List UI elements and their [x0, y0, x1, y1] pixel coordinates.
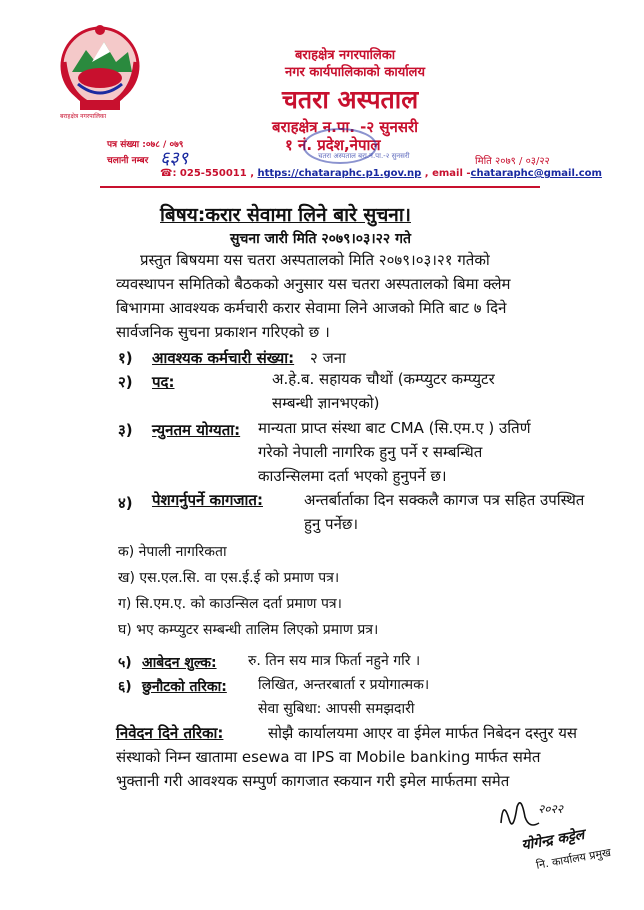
item-label-documents: पेशगर्नुपर्ने कागजात:: [152, 491, 263, 509]
item-value: अन्तर्बार्ताका दिन सक्कलै कागज पत्र सहित उपस्थित: [304, 491, 585, 509]
document-item: क) नेपाली नागरिकता: [118, 544, 227, 560]
item-label-selection: छुनौटको तरिका:: [142, 679, 227, 695]
apply-line: सोझै कार्यालयमा आएर वा ईमेल मार्फत निबेदन दस्तुर यस: [268, 724, 578, 742]
item-number: ४): [118, 494, 133, 512]
contact-line: [160, 168, 602, 179]
emblem-caption: बराहक्षेत्र नगरपालिका: [60, 113, 107, 120]
item-number: ५): [118, 655, 132, 671]
item-value: काउन्सिलमा दर्ता भएको हुनुपर्ने छ।: [258, 467, 447, 485]
item-value: २ जना: [310, 349, 346, 367]
intro-line: प्रस्तुत बिषयमा यस चतरा अस्पतालको मिति २०७९।०३।२१ गतेको: [140, 251, 490, 269]
document-item: ग) सि.एम.ए. को काउन्सिल दर्ता प्रमाण पत्र।: [118, 596, 342, 612]
item-value: सेवा सुबिधा: आपसी समझदारी: [258, 701, 415, 717]
apply-line: संस्थाको निम्न खातामा esewa वा IPS वा Mobile banking मार्फत समेत: [116, 748, 541, 766]
chalani-number: ६३९: [160, 148, 189, 169]
item-value: गरेको नेपाली नागरिक हुनु पर्ने र सम्बन्धित: [258, 443, 483, 461]
item-number: ३): [118, 421, 133, 439]
apply-line: भुक्तानी गरी आवश्यक सम्पुर्ण कागजात स्कयान गरी इमेल मार्फतमा समेत: [116, 772, 510, 790]
apply-label: निवेदन दिने तरिका:: [116, 724, 224, 742]
item-label-fee: आबेदन शुल्क:: [142, 655, 217, 671]
office-name: नगर कार्यपालिकाको कार्यालय: [285, 65, 426, 80]
item-value: अ.हे.ब. सहायक चौथों (कम्प्युटर कम्प्युटर: [272, 370, 495, 388]
chalani-label: चलानी नम्बर: [107, 156, 149, 166]
item-label-post: पद:: [152, 373, 175, 391]
document-item: घ) भए कम्प्युटर सम्बन्धी तालिम लिएको प्रमाण प्रत्र।: [118, 622, 379, 638]
item-label-staff-count: आवश्यक कर्मचारी संख्या:: [152, 349, 295, 367]
nepal-emblem-icon: [58, 22, 142, 114]
signatory-name: योगेन्द्र कट्टेल: [520, 826, 586, 854]
item-value: मान्यता प्राप्त संस्था बाट CMA (सि.एम.ए ) उतिर्ण: [258, 419, 531, 437]
contact-website[interactable]: https://chataraphc.p1.gov.np: [257, 168, 422, 179]
item-value: सम्बन्धी ज्ञानभएको): [272, 394, 380, 412]
item-number: ६): [118, 679, 132, 695]
contact-email[interactable]: chataraphc@gmail.com: [470, 168, 602, 179]
item-value: रु. तिन सय मात्र फिर्ता नहुने गरि ।: [248, 653, 421, 669]
contact-email-label: , email -: [424, 168, 471, 179]
contact-phone: ☎: 025-550011 ,: [160, 168, 254, 179]
item-value: लिखित, अन्तरबार्ता र प्रयोगात्मक।: [258, 677, 430, 693]
address-line-1: बराहक्षेत्र न.पा. -२ सुनसरी: [272, 118, 419, 136]
patra-sankhya: पत्र संख्या :०७८ / ०७९: [107, 140, 184, 150]
item-value: हुनु पर्नेछ।: [304, 515, 359, 533]
hospital-name: चतरा अस्पताल: [282, 85, 419, 114]
intro-line: सार्वजनिक सुचना प्रकाशन गरिएको छ ।: [116, 323, 330, 341]
signature-date: २०२२: [538, 802, 563, 816]
letter-date: मिति २०७९ / ०३/२२: [475, 156, 550, 167]
stamp-text: चतरा अस्पताल बरा.न.पा.-२ सुनसरी: [318, 152, 410, 160]
address-line-2: १ नं. प्रदेश,नेपाल: [285, 136, 381, 154]
notice-subject: बिषय:करार सेवामा लिने बारे सुचना।: [160, 204, 411, 226]
document-item: ख) एस.एल.सि. वा एस.ई.ई को प्रमाण पत्र।: [118, 570, 340, 586]
intro-line: व्यवस्थापन समितिको बैठकको अनुसार यस चतरा अस्पतालको बिमा क्लेम: [116, 275, 511, 293]
item-label-qualification: न्युनतम योग्यता:: [152, 421, 241, 439]
issue-date: सुचना जारी मिति २०७९।०३।२२ गते: [230, 231, 411, 247]
municipality-name: बराहक्षेत्र नगरपालिका: [295, 48, 396, 63]
header-divider: [100, 186, 540, 188]
item-number: १): [118, 349, 133, 367]
item-number: २): [118, 373, 133, 391]
signatory-title: नि. कार्यालय प्रमुख: [535, 845, 612, 872]
intro-line: बिभागमा आवश्यक कर्मचारी करार सेवामा लिने आजको मिति बाट ७ दिने: [116, 299, 507, 317]
